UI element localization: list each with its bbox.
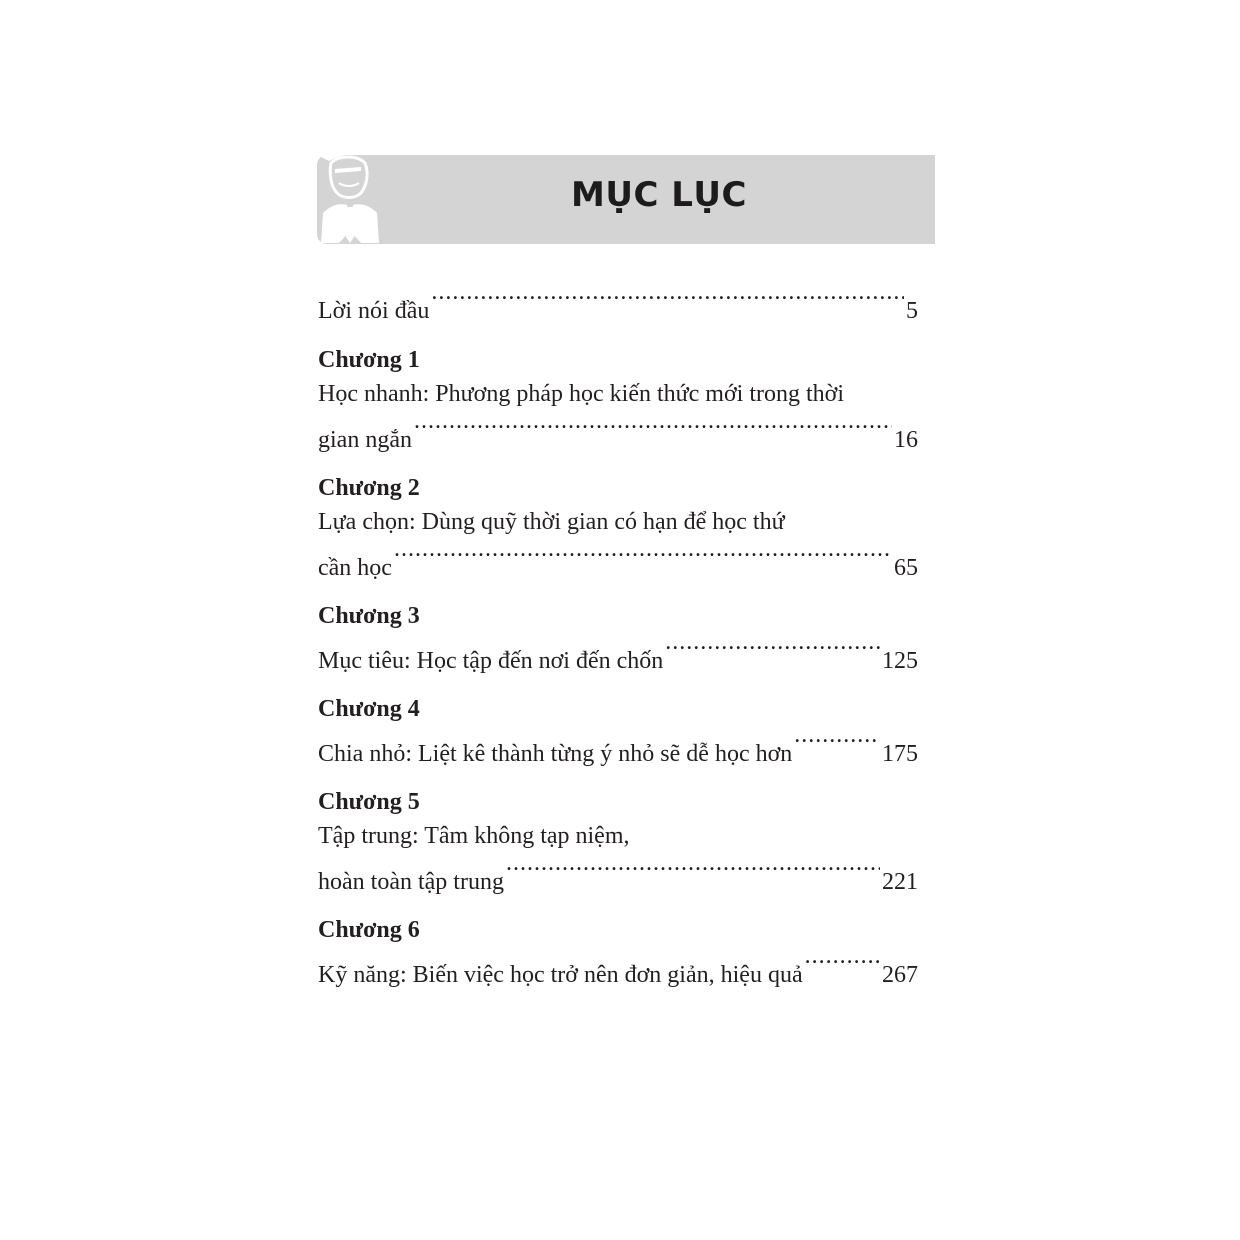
toc-entry-chapter-6 bbox=[318, 913, 918, 993]
chapter-label: Chương 2 bbox=[318, 475, 420, 501]
toc-entry-chapter-5 bbox=[318, 785, 918, 900]
toc-page-number: 221 bbox=[882, 869, 918, 895]
toc-entry-chapter-3 bbox=[318, 599, 918, 679]
dot-leader bbox=[431, 283, 904, 318]
chapter-label: Chương 3 bbox=[318, 603, 420, 629]
dot-leader bbox=[414, 412, 892, 447]
toc-page-number: 125 bbox=[882, 648, 918, 674]
dot-leader bbox=[506, 854, 880, 889]
toc-page-number: 16 bbox=[894, 427, 918, 453]
toc-entry-title: gian ngắn bbox=[318, 427, 412, 453]
toc-entry-title: Lời nói đầu bbox=[318, 298, 430, 324]
dot-leader bbox=[805, 947, 880, 982]
chapter-label: Chương 4 bbox=[318, 696, 420, 722]
dot-leader bbox=[394, 540, 892, 575]
toc-entry-chapter-4 bbox=[318, 692, 918, 772]
dot-leader bbox=[665, 633, 880, 668]
toc-entry-chapter-1 bbox=[318, 343, 918, 458]
toc-entry-chapter-2 bbox=[318, 471, 918, 586]
chapter-label: Chương 5 bbox=[318, 789, 420, 815]
man-portrait-icon bbox=[317, 143, 383, 244]
page-title: MỤC LỤC bbox=[571, 175, 747, 215]
toc-page-number: 267 bbox=[882, 962, 918, 988]
toc-entry-title: Kỹ năng: Biến việc học trở nên đơn giản, hiệu quả bbox=[318, 962, 803, 988]
toc-entry-title: Chia nhỏ: Liệt kê thành từng ý nhỏ sẽ dễ học hơn bbox=[318, 741, 793, 767]
toc-entry-title: hoàn toàn tập trung bbox=[318, 869, 504, 895]
toc-entry-title: Lựa chọn: Dùng quỹ thời gian có hạn để học thứ bbox=[318, 509, 785, 535]
table-of-contents bbox=[318, 283, 918, 1006]
chapter-label: Chương 6 bbox=[318, 917, 420, 943]
toc-entry-title: cần học bbox=[318, 555, 392, 581]
chapter-label: Chương 1 bbox=[318, 347, 420, 373]
toc-entry-title: Tập trung: Tâm không tạp niệm, bbox=[318, 823, 630, 849]
toc-entry-preface bbox=[318, 283, 918, 329]
toc-entry-title: Học nhanh: Phương pháp học kiến thức mới trong thời bbox=[318, 381, 845, 407]
dot-leader bbox=[794, 726, 880, 761]
toc-page-number: 65 bbox=[894, 555, 918, 581]
toc-page-number: 5 bbox=[906, 298, 918, 324]
toc-page-number: 175 bbox=[882, 741, 918, 767]
toc-entry-title: Mục tiêu: Học tập đến nơi đến chốn bbox=[318, 648, 664, 674]
